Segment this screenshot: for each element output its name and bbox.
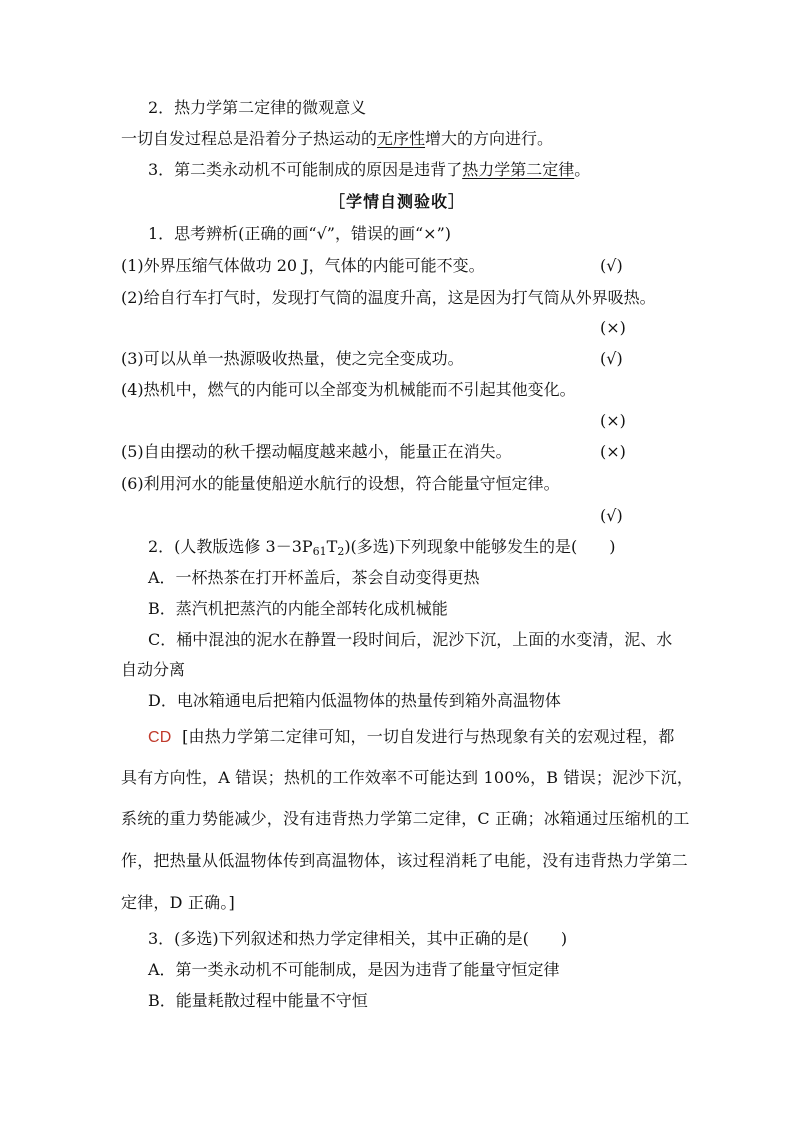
q2-explanation-line-5: 定律，D 正确。] xyxy=(121,893,235,912)
knowledge-item-3 xyxy=(148,160,590,180)
q2-option-c: C．桶中混浊的泥水在静置一段时间后，泥沙下沉，上面的水变清，泥、水 xyxy=(148,630,673,649)
q2-stem-subscript: 61 xyxy=(312,545,327,558)
q1-item-5: (5)自由摆动的秋千摆动幅度越来越小，能量正在消失。 xyxy=(121,442,512,461)
q1-item-6-mark: (√) xyxy=(600,506,623,525)
q2-option-a: A．一杯热茶在打开杯盖后，茶会自动变得更热 xyxy=(148,568,480,587)
section-header: ［学情自测验收］ xyxy=(328,192,465,211)
q2-answer: CD xyxy=(148,729,172,746)
knowledge-item-2-title: 2．热力学第二定律的微观意义 xyxy=(148,98,367,117)
q2-explanation-line-3: 系统的重力势能减少，没有违背热力学第二定律，C 正确；冰箱通过压缩机的工 xyxy=(121,809,690,828)
q2-explanation-line-4: 作，把热量从低温物体传到高温物体，该过程消耗了电能，没有违背热力学第二 xyxy=(121,851,689,870)
knowledge-item-2-body xyxy=(121,129,553,149)
q1-item-1: (1)外界压缩气体做功 20 J，气体的内能可能不变。 xyxy=(121,256,485,275)
q3-stem: 3．(多选)下列叙述和热力学定律相关，其中正确的是( ) xyxy=(148,929,568,948)
q1-item-3: (3)可以从单一热源吸收热量，使之完全变成功。 xyxy=(121,349,464,368)
q1-item-2-mark: (×) xyxy=(600,318,626,337)
q1-item-2: (2)给自行车打气时，发现打气筒的温度升高，这是因为打气筒从外界吸热。 xyxy=(121,288,656,307)
q1-stem: 1．思考辨析(正确的画“√”，错误的画“×”) xyxy=(148,224,451,243)
q2-stem-subscript: 2 xyxy=(337,545,345,558)
q1-item-5-mark: (×) xyxy=(600,442,626,461)
q2-explanation-text: [由热力学第二定律可知，一切自发进行与热现象有关的宏观过程，都 xyxy=(182,727,675,746)
knowledge-item-3-text-end: 。 xyxy=(574,160,591,179)
knowledge-item-2-underlined: 无序性 xyxy=(377,129,426,148)
q1-item-6: (6)利用河水的能量使船逆水航行的设想，符合能量守恒定律。 xyxy=(121,474,560,493)
knowledge-item-2-text: 一切自发过程总是沿着分子热运动的 xyxy=(121,129,378,148)
q1-item-4: (4)热机中，燃气的内能可以全部变为机械能而不引起其他变化。 xyxy=(121,380,576,399)
q3-option-b: B．能量耗散过程中能量不守恒 xyxy=(148,991,368,1010)
q2-stem-part: )(多选)下列现象中能够发生的是( ) xyxy=(344,537,616,556)
q2-explanation-line-2: 具有方向性，A 错误；热机的工作效率不可能达到 100%，B 错误；泥沙下沉， xyxy=(121,768,694,787)
q2-stem-part: T xyxy=(326,537,338,556)
q1-item-4-mark: (×) xyxy=(600,411,626,430)
knowledge-item-3-text: 3．第二类永动机不可能制成的原因是违背了 xyxy=(148,160,463,179)
q2-option-d: D．电冰箱通电后把箱内低温物体的热量传到箱外高温物体 xyxy=(148,691,561,710)
q2-stem-part: 2．(人教版选修 3－3P xyxy=(148,537,313,556)
q3-option-a: A．第一类永动机不可能制成，是因为违背了能量守恒定律 xyxy=(148,960,560,979)
knowledge-item-2-text-end: 增大的方向进行。 xyxy=(425,129,554,148)
q2-explanation-line-1 xyxy=(148,727,675,748)
knowledge-item-3-underlined: 热力学第二定律 xyxy=(462,160,575,179)
q2-option-b: B．蒸汽机把蒸汽的内能全部转化成机械能 xyxy=(148,599,448,618)
q2-stem xyxy=(148,537,616,562)
q2-option-c-cont: 自动分离 xyxy=(121,660,186,679)
q1-item-3-mark: (√) xyxy=(600,349,623,368)
q1-item-1-mark: (√) xyxy=(600,256,623,275)
